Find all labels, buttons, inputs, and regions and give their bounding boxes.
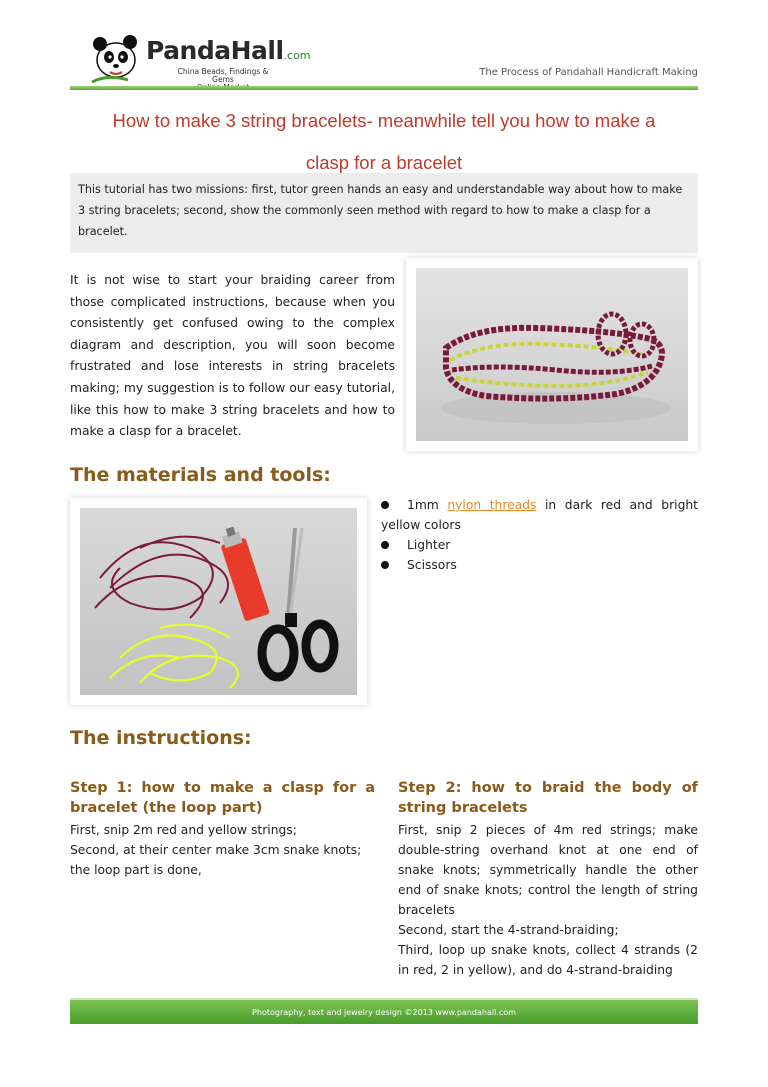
brand-subtitle-line1: China Beads, Findings & Gems <box>177 67 269 84</box>
intro-box: This tutorial has two missions: first, tutor green hands an easy and understandable way about how to make 3 string bracelets; second, show the commonly seen method with regard to how to make a clasp for a bracelet. <box>70 173 698 253</box>
step-2-title: Step 2: how to braid the body of string bracelets <box>398 780 698 816</box>
brand-suffix: .com <box>283 49 311 62</box>
step-2-body <box>398 820 698 980</box>
nylon-threads-link[interactable]: nylon threads <box>447 498 537 512</box>
step-1-line: the loop part is done, <box>70 863 202 877</box>
brand-name: PandaHall.com <box>146 36 311 65</box>
materials-image <box>80 508 357 695</box>
title-line1: How to make 3 string bracelets- meanwhile tell you how to make a <box>112 110 656 131</box>
page-title <box>70 100 698 184</box>
page-footer: Photography, text and jewelry design ©2013 www.pandahall.com <box>70 998 698 1024</box>
material-1-continuation: yellow colors <box>381 518 461 532</box>
header-tagline: The Process of Pandahall Handicraft Making <box>479 67 698 78</box>
step-1 <box>70 778 375 880</box>
step-1-body <box>70 820 375 880</box>
page-header <box>70 26 698 88</box>
header-divider <box>70 86 698 90</box>
materials-heading: The materials and tools: <box>70 464 331 486</box>
step-2-line: Second, start the 4-strand-braiding; <box>398 923 619 937</box>
step-1-line: First, snip 2m red and yellow strings; <box>70 823 297 837</box>
step-2-line: Third, loop up snake knots, collect 4 strands (2 in red, 2 in yellow), and do 4-strand-braiding <box>398 943 698 977</box>
bracelet-photo <box>406 258 698 451</box>
materials-photo <box>70 498 367 705</box>
step-2-line: First, snip 2 pieces of 4m red strings; make double-string overhand knot at one end of snake knots; symmetrically handle the other end of snake knots; control the length of string bracelets <box>398 823 698 917</box>
step-2 <box>398 778 698 980</box>
step-1-title: Step 1: how to make a clasp for a bracelet (the loop part) <box>70 780 375 816</box>
instructions-heading: The instructions: <box>70 727 252 749</box>
panda-icon <box>88 28 144 84</box>
materials-list <box>381 495 698 575</box>
intro-paragraph: It is not wise to start your braiding career from those complicated instructions, because when you consistently get confused owing to the complex diagram and description, you will soon become frustrated and lose interests in string bracelets making; my suggestion is to follow our easy tutorial, like this how to make 3 string bracelets and how to make a clasp for a bracelet. <box>70 273 395 439</box>
title-line2: clasp for a bracelet <box>305 152 463 173</box>
list-item: Lighter <box>381 535 698 555</box>
step-1-line: Second, at their center make 3cm snake knots; <box>70 843 362 857</box>
bracelet-image <box>416 268 688 441</box>
material-1-prefix: 1mm <box>407 498 448 512</box>
list-item <box>381 495 698 515</box>
pandahall-logo[interactable] <box>88 28 318 84</box>
list-item: Scissors <box>381 555 698 575</box>
material-1-suffix: in dark red and bright <box>536 498 698 512</box>
